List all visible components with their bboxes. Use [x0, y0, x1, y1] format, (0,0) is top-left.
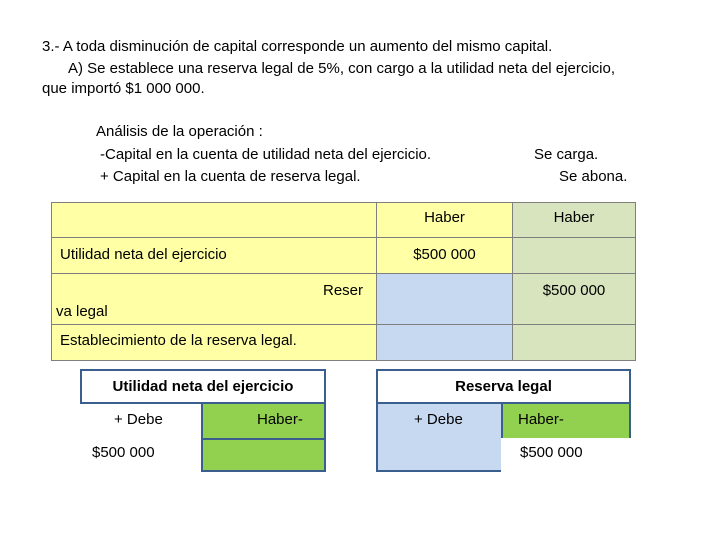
- journal-reserva-label-part2: va legal: [56, 303, 108, 320]
- t-account-utilidad-haber-bottom: [201, 438, 326, 472]
- journal-haber-header-2: Haber: [553, 209, 595, 226]
- journal-r1-concept: [51, 202, 377, 238]
- analysis-row2-action: Se abona.: [559, 168, 628, 185]
- journal-reserva-amount: $500 000: [542, 282, 606, 299]
- journal-r4-haber: [512, 324, 636, 361]
- journal-reserva-label-part1: Reser: [323, 282, 364, 299]
- journal-utilidad-amount: $500 000: [413, 246, 476, 263]
- journal-utilidad-label: Utilidad neta del ejercicio: [60, 246, 227, 263]
- intro-line-3: que importó $1 000 000.: [42, 80, 205, 97]
- t-account-reserva-haber-amount: $500 000: [520, 444, 583, 461]
- journal-haber-header-1: Haber: [424, 209, 465, 226]
- t-account-utilidad-debe: + Debe: [114, 411, 163, 428]
- t-account-reserva-haber: Haber-: [518, 411, 564, 428]
- t-account-utilidad-title: Utilidad neta del ejercicio: [80, 369, 326, 404]
- t-account-utilidad-debe-amount: $500 000: [92, 444, 155, 461]
- t-account-reserva-title: Reserva legal: [376, 369, 631, 404]
- analysis-title: Análisis de la operación :: [96, 123, 263, 140]
- journal-r2-haber: [512, 237, 636, 274]
- t-account-utilidad-haber: Haber-: [257, 411, 303, 428]
- journal-r4-debe: [376, 324, 513, 361]
- intro-line-2: A) Se establece una reserva legal de 5%, con cargo a la utilidad neta del ejercicio,: [68, 60, 615, 77]
- journal-r3-debe: [376, 273, 513, 325]
- analysis-row1-text: -Capital en la cuenta de utilidad neta del ejercicio.: [100, 146, 432, 163]
- t-account-reserva-debe: + Debe: [414, 411, 463, 428]
- journal-concept: Establecimiento de la reserva legal.: [60, 332, 297, 349]
- t-account-reserva-debe-bottom: [376, 438, 501, 472]
- analysis-row2-text: + Capital en la cuenta de reserva legal.: [100, 168, 361, 185]
- analysis-row1-action: Se carga.: [534, 146, 599, 163]
- intro-line-1: 3.- A toda disminución de capital corresponde un aumento del mismo capital.: [42, 38, 553, 55]
